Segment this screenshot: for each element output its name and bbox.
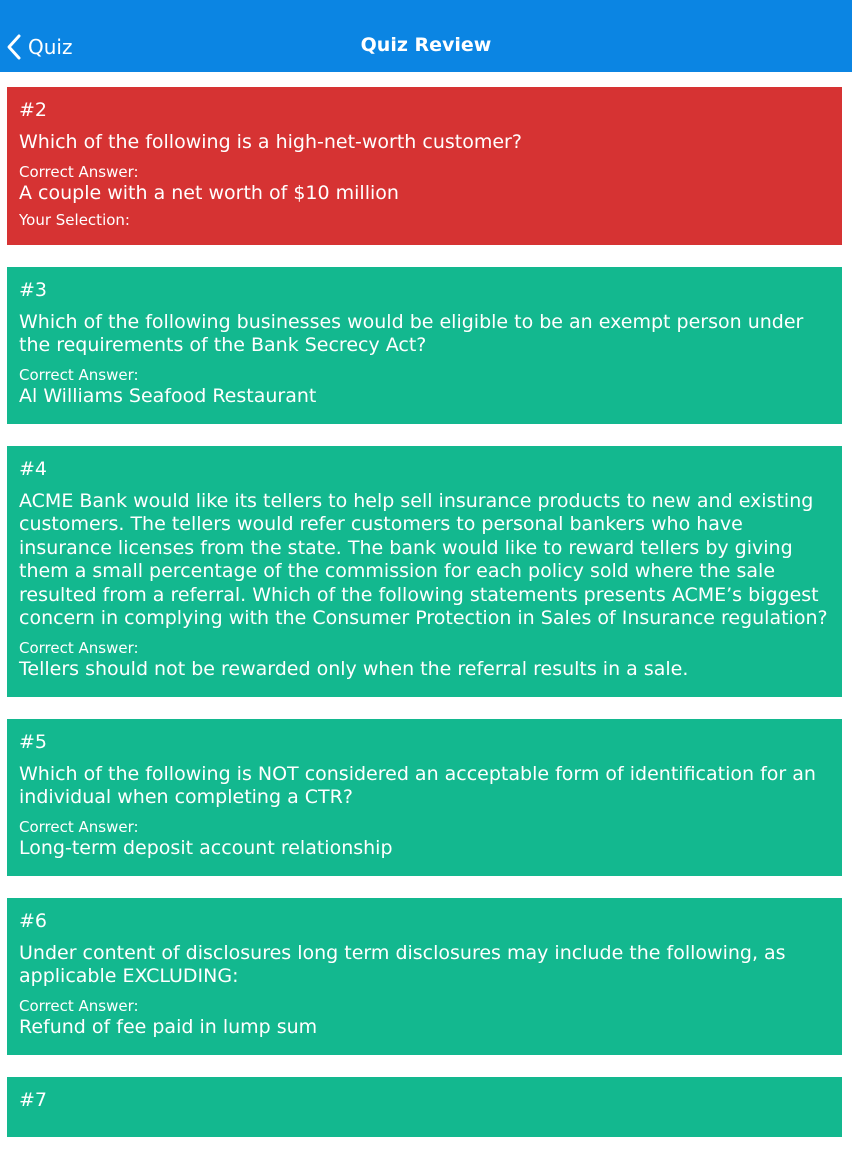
question-card[interactable] [7,267,842,424]
question-card[interactable] [7,719,842,876]
review-list [7,87,842,1159]
correct-answer-label: Correct Answer: [19,638,139,657]
question-number: #7 [19,1088,48,1111]
navigation-bar [0,0,852,72]
question-text: Which of the following businesses would be eligible to be an exempt person under the requirements of the Bank Secrecy Act? [19,310,804,356]
question-text: ACME Bank would like its tellers to help sell insurance products to new and existing customers. The tellers would refer customers to personal bankers who have insurance licenses from the state. The bank would like to reward tellers by giving them a small percentage of the commission for each policy sold where the sale resulted from a referral. Which of the following statements presents ACME’s biggest concern in complying with the Consumer Protection in Sales of Insurance regulation? [19,489,828,629]
question-number: #2 [19,99,48,121]
correct-answer-text: Refund of fee paid in lump sum [19,1015,318,1038]
correct-answer-text: Long-term deposit account relationship [19,836,393,859]
page-title: Quiz Review [360,34,492,56]
question-text: Which of the following is NOT considered an acceptable form of identification for an individual when completing a CTR? [19,762,816,808]
correct-answer-text: A couple with a net worth of $10 million [19,181,399,204]
question-text: Which of the following is a high-net-worth customer? [19,131,522,153]
correct-answer-text: Al Williams Seafood Restaurant [19,384,317,407]
correct-answer-text: Tellers should not be rewarded only when the referral results in a sale. [19,657,689,680]
question-number: #4 [19,457,48,480]
question-number: #3 [19,278,48,301]
your-selection-label: Your Selection: [19,210,130,229]
question-card[interactable] [7,1077,842,1137]
correct-answer-label: Correct Answer: [19,817,139,836]
back-button-label: Quiz [28,35,73,59]
question-card[interactable] [7,446,842,697]
correct-answer-label: Correct Answer: [19,365,139,384]
question-number: #5 [19,730,48,753]
correct-answer-label: Correct Answer: [19,162,139,181]
question-card[interactable] [7,898,842,1055]
question-number: #6 [19,909,48,932]
question-card[interactable] [7,87,842,245]
correct-answer-label: Correct Answer: [19,996,139,1015]
question-text: Under content of disclosures long term disclosures may include the following, as applicable EXCLUDING: [19,941,786,987]
